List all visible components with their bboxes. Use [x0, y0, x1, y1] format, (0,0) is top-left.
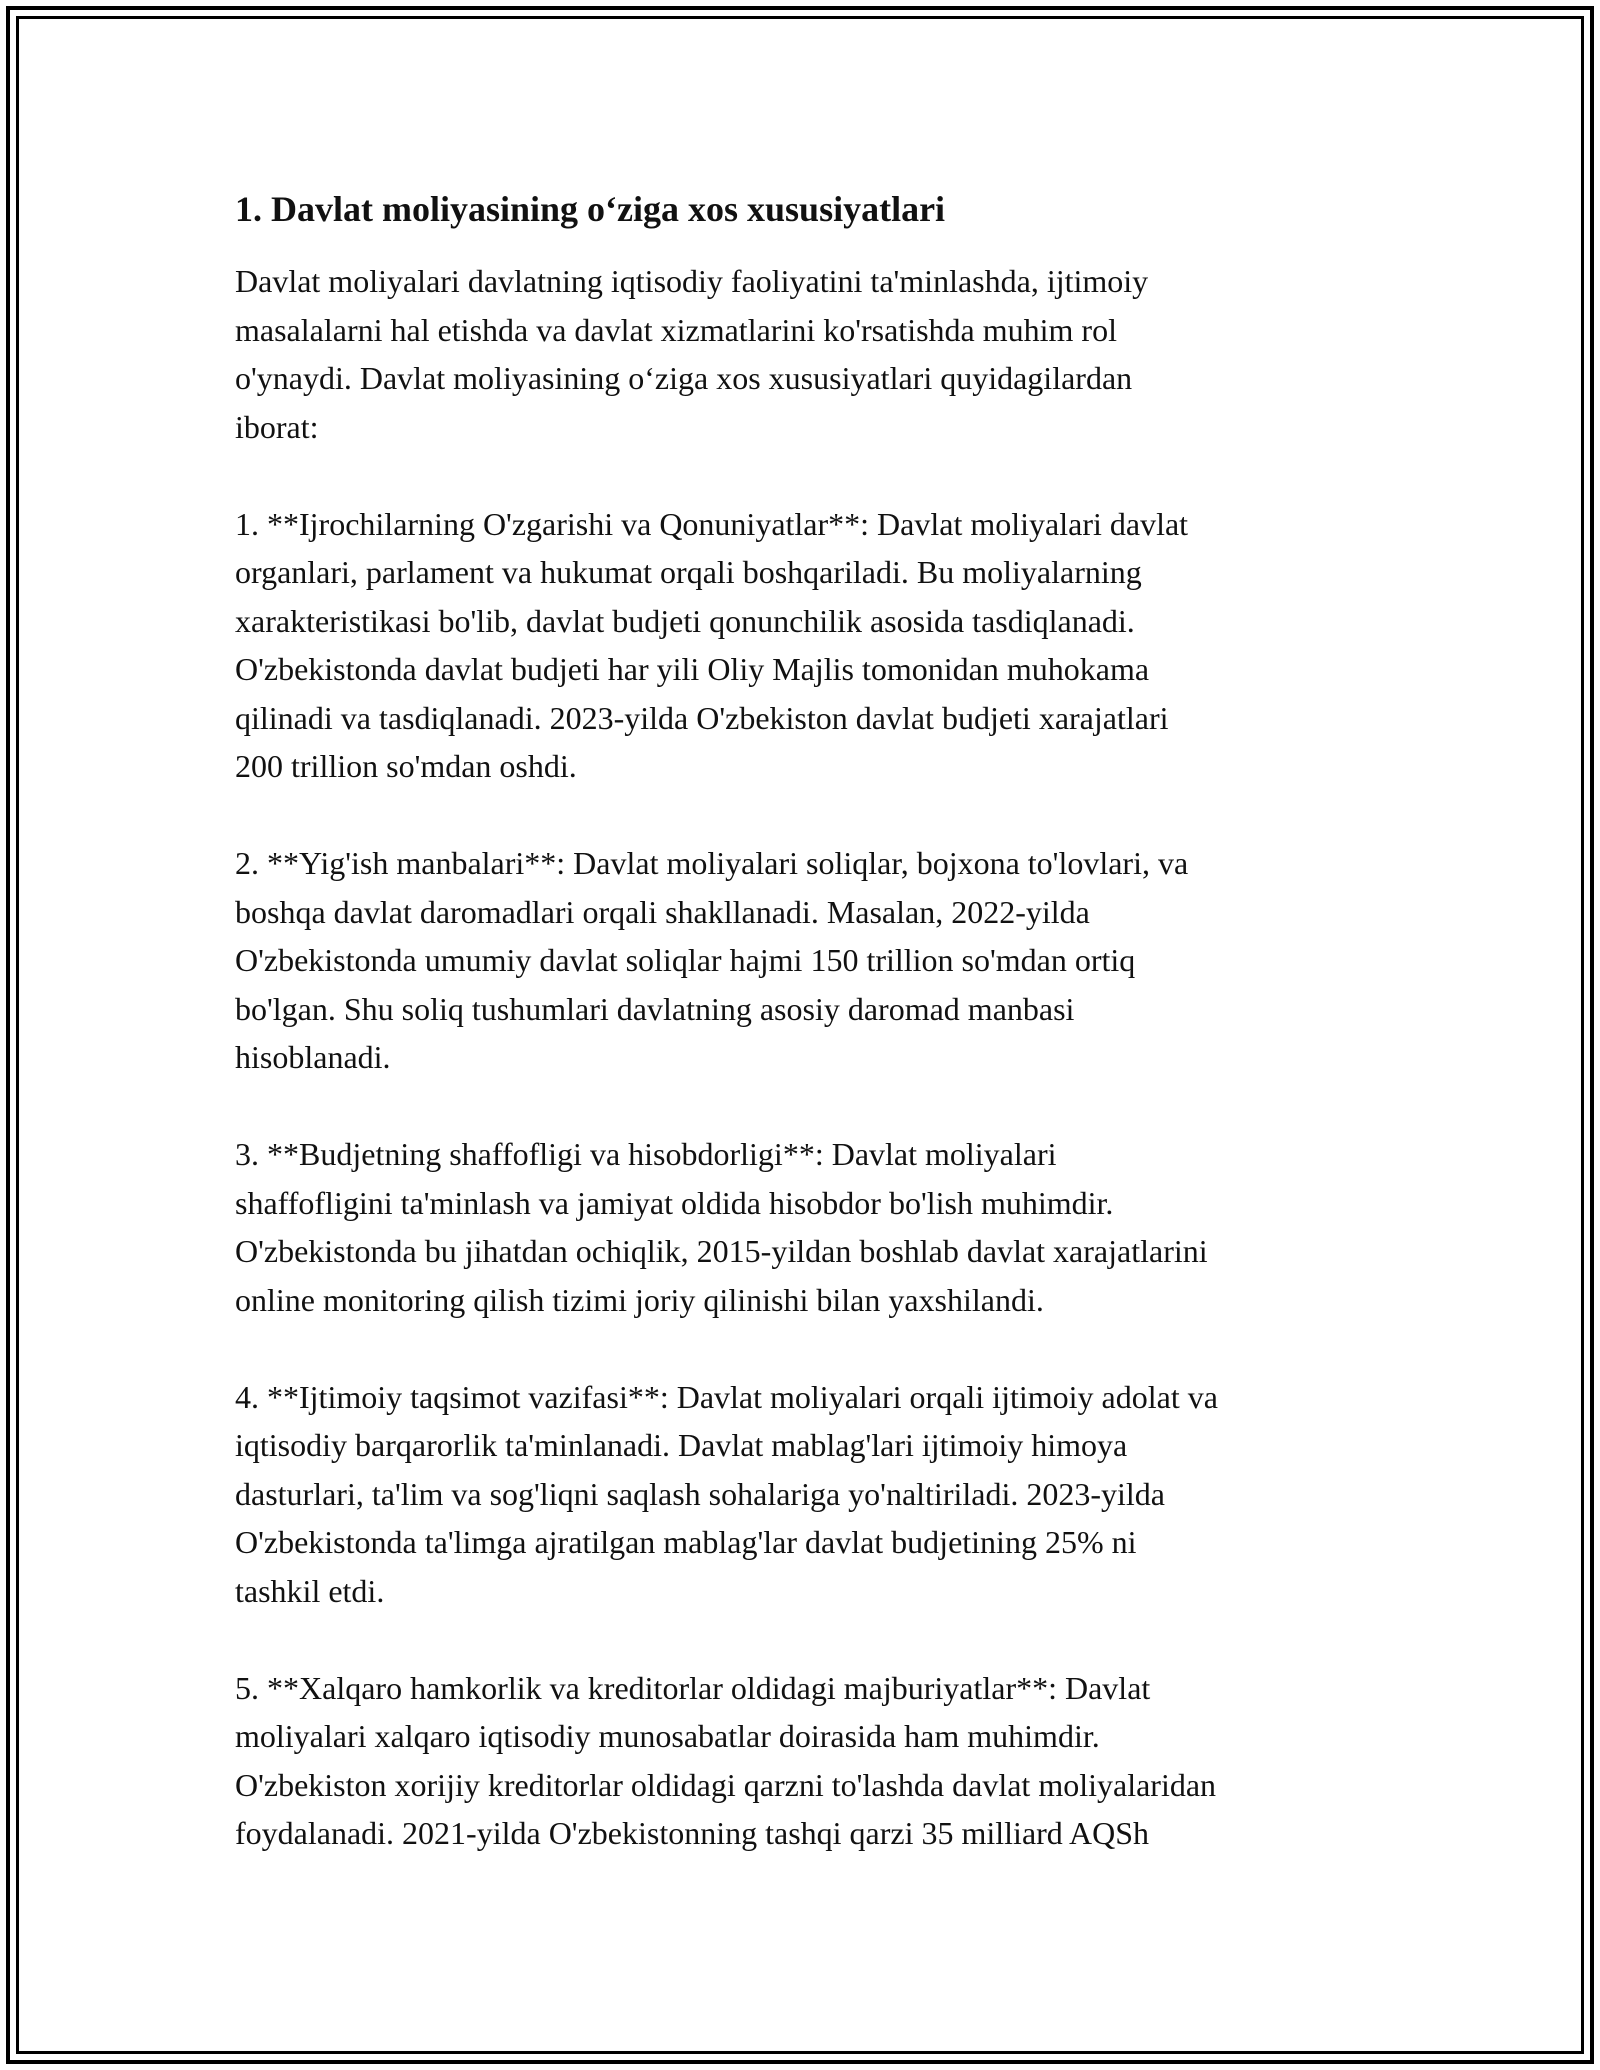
list-item-1: 1. **Ijrochilarning O'zgarishi va Qonuniyatlar**: Davlat moliyalari davlat organlari, parlament va hukumat orqali boshqariladi. Bu moliyalarning xarakteristikasi bo'lib, davlat budjeti qonunchilik asosida tasdiqlanadi. O'zbekistonda davlat budjeti har yili Oliy Majlis tomonidan muhokama qilinadi va tasdiqlanadi. 2023-yilda O'zbekiston davlat budjeti xarajatlari 200 trillion so'mdan oshdi.	[235, 505, 1189, 784]
list-item-2: 2. **Yig'ish manbalari**: Davlat moliyalari soliqlar, bojxona to'lovlari, va boshqa davlat daromadlari orqali shakllanadi. Masalan, 2022-yilda O'zbekistonda umumiy davlat soliqlar hajmi 150 trillion so'mdan ortiq bo'lgan. Shu soliq tushumlari davlatning asosiy daromad manbasi hisoblanadi.	[235, 845, 1189, 1075]
document-body	[235, 185, 1385, 1858]
list-item-4: 4. **Ijtimoiy taqsimot vazifasi**: Davlat moliyalari orqali ijtimoiy adolat va iqtisodiy barqarorlik ta'minlanadi. Davlat mablag'lari ijtimoiy himoya dasturlari, ta'lim va sog'liqni saqlash sohalariga yo'naltiriladi. 2023-yilda O'zbekistonda ta'limga ajratilgan mablag'lar davlat budjetining 25% ni tashkil etdi.	[235, 1378, 1218, 1609]
document-title: 1. Davlat moliyasining o‘ziga xos xususiyatlari	[235, 189, 946, 229]
list-item-3: 3. **Budjetning shaffofligi va hisobdorligi**: Davlat moliyalari shaffofligini ta'minlash va jamiyat oldida hisobdor bo'lish muhimdir. O'zbekistonda bu jihatdan ochiqlik, 2015-yildan boshlab davlat xarajatlarini online monitoring qilish tizimi joriy qilinishi bilan yaxshilandi.	[235, 1136, 1208, 1318]
intro-paragraph: Davlat moliyalari davlatning iqtisodiy faoliyatini ta'minlashda, ijtimoiy masalalarni hal etishda va davlat xizmatlarini ko'rsatishda muhim rol o'ynaydi. Davlat moliyasining o‘ziga xos xususiyatlari quyidagilardan iborat:	[235, 263, 1149, 445]
list-item-5: 5. **Xalqaro hamkorlik va kreditorlar oldidagi majburiyatlar**: Davlat moliyalari xalqaro iqtisodiy munosabatlar doirasida ham muhimdir. O'zbekiston xorijiy kreditorlar oldidagi qarzni to'lashda davlat moliyalaridan foydalanadi. 2021-yilda O'zbekistonning tashqi qarzi 35 milliard AQSh	[235, 1669, 1217, 1851]
